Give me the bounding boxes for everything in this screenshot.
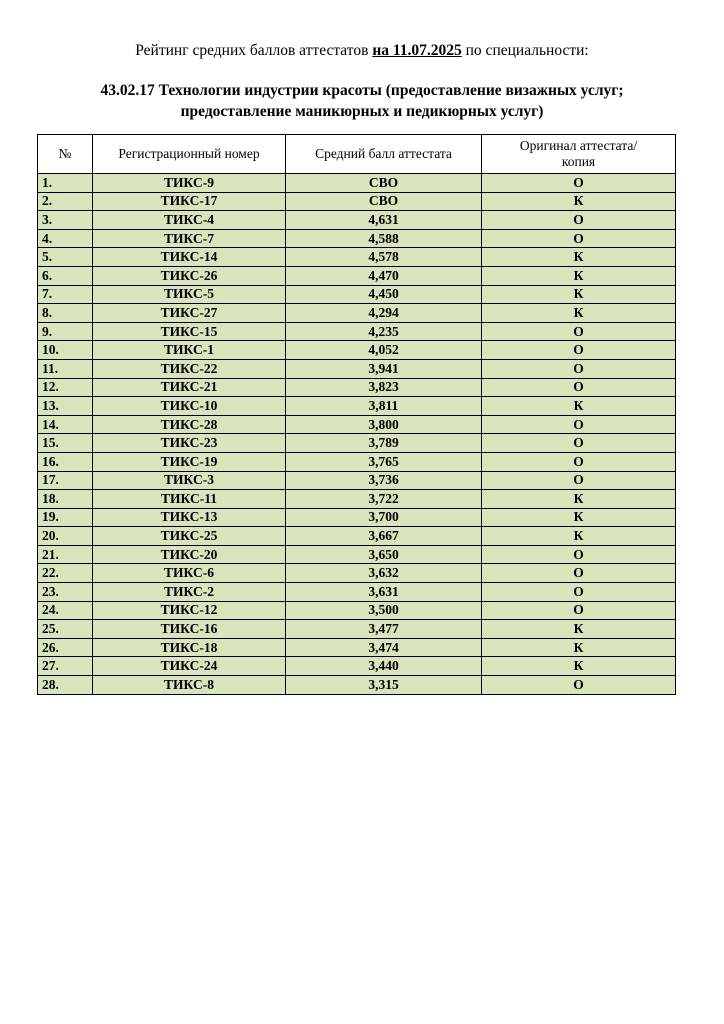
average-score-cell: 4,052 — [286, 341, 482, 360]
table-row — [38, 229, 676, 248]
registration-number-cell: ТИКС-7 — [93, 229, 286, 248]
original-copy-cell: О — [482, 415, 676, 434]
row-number: 28. — [38, 676, 93, 695]
row-number: 26. — [38, 638, 93, 657]
average-score-cell: 4,588 — [286, 229, 482, 248]
table-row — [38, 397, 676, 416]
original-copy-cell: О — [482, 452, 676, 471]
table-row — [38, 583, 676, 602]
row-number: 10. — [38, 341, 93, 360]
original-copy-cell: К — [482, 508, 676, 527]
header-original-copy-line-1: Оригинал аттестата/ — [519, 138, 638, 153]
page-heading — [0, 42, 724, 60]
registration-number-cell: ТИКС-15 — [93, 322, 286, 341]
specialty-title — [40, 80, 684, 122]
row-number: 6. — [38, 266, 93, 285]
heading-prefix: Рейтинг средних баллов аттестатов — [135, 42, 373, 59]
average-score-cell: 3,800 — [286, 415, 482, 434]
table-row — [38, 359, 676, 378]
registration-number-cell: ТИКС-26 — [93, 266, 286, 285]
table-row — [38, 322, 676, 341]
row-number: 11. — [38, 359, 93, 378]
row-number: 4. — [38, 229, 93, 248]
average-score-cell: 3,941 — [286, 359, 482, 378]
registration-number-cell: ТИКС-27 — [93, 304, 286, 323]
original-copy-cell: О — [482, 341, 676, 360]
registration-number-cell: ТИКС-8 — [93, 676, 286, 695]
average-score-cell: 3,700 — [286, 508, 482, 527]
table-row — [38, 657, 676, 676]
row-number: 9. — [38, 322, 93, 341]
registration-number-cell: ТИКС-20 — [93, 545, 286, 564]
row-number: 22. — [38, 564, 93, 583]
rating-table-body — [38, 174, 676, 695]
row-number: 24. — [38, 601, 93, 620]
row-number: 17. — [38, 471, 93, 490]
row-number: 5. — [38, 248, 93, 267]
registration-number-cell: ТИКС-24 — [93, 657, 286, 676]
average-score-cell: 3,477 — [286, 620, 482, 639]
average-score-cell: 4,631 — [286, 211, 482, 230]
table-row — [38, 266, 676, 285]
registration-number-cell: ТИКС-22 — [93, 359, 286, 378]
registration-number-cell: ТИКС-14 — [93, 248, 286, 267]
heading-date: на 11.07.2025 — [372, 42, 462, 59]
registration-number-cell: ТИКС-6 — [93, 564, 286, 583]
table-row — [38, 304, 676, 323]
specialty-title-line-2: предоставление маникюрных и педикюрных услуг) — [180, 103, 544, 120]
original-copy-cell: О — [482, 322, 676, 341]
table-row — [38, 248, 676, 267]
table-row — [38, 341, 676, 360]
original-copy-cell: К — [482, 397, 676, 416]
original-copy-cell: О — [482, 471, 676, 490]
registration-number-cell: ТИКС-21 — [93, 378, 286, 397]
rating-table — [37, 134, 676, 695]
average-score-cell: 4,470 — [286, 266, 482, 285]
registration-number-cell: ТИКС-18 — [93, 638, 286, 657]
table-row — [38, 601, 676, 620]
registration-number-cell: ТИКС-12 — [93, 601, 286, 620]
registration-number-cell: ТИКС-1 — [93, 341, 286, 360]
average-score-cell: 3,315 — [286, 676, 482, 695]
original-copy-cell: К — [482, 285, 676, 304]
table-row — [38, 192, 676, 211]
row-number: 12. — [38, 378, 93, 397]
registration-number-cell: ТИКС-17 — [93, 192, 286, 211]
header-original-copy-line-2: копия — [561, 154, 596, 169]
average-score-cell: 3,811 — [286, 397, 482, 416]
row-number: 21. — [38, 545, 93, 564]
header-original-copy — [482, 135, 676, 174]
average-score-cell: 4,294 — [286, 304, 482, 323]
original-copy-cell: К — [482, 490, 676, 509]
average-score-cell: 3,474 — [286, 638, 482, 657]
registration-number-cell: ТИКС-4 — [93, 211, 286, 230]
row-number: 13. — [38, 397, 93, 416]
original-copy-cell: О — [482, 229, 676, 248]
registration-number-cell: ТИКС-16 — [93, 620, 286, 639]
row-number: 25. — [38, 620, 93, 639]
original-copy-cell: К — [482, 266, 676, 285]
registration-number-cell: ТИКС-11 — [93, 490, 286, 509]
original-copy-cell: О — [482, 564, 676, 583]
registration-number-cell: ТИКС-9 — [93, 174, 286, 193]
original-copy-cell: К — [482, 192, 676, 211]
table-row — [38, 378, 676, 397]
table-row — [38, 564, 676, 583]
table-row — [38, 471, 676, 490]
table-row — [38, 620, 676, 639]
original-copy-cell: К — [482, 638, 676, 657]
original-copy-cell: О — [482, 583, 676, 602]
header-number: № — [38, 135, 93, 174]
original-copy-cell: О — [482, 211, 676, 230]
row-number: 15. — [38, 434, 93, 453]
registration-number-cell: ТИКС-25 — [93, 527, 286, 546]
average-score-cell: 3,632 — [286, 564, 482, 583]
average-score-cell: 3,440 — [286, 657, 482, 676]
original-copy-cell: К — [482, 527, 676, 546]
original-copy-cell: К — [482, 657, 676, 676]
registration-number-cell: ТИКС-10 — [93, 397, 286, 416]
average-score-cell: СВО — [286, 174, 482, 193]
average-score-cell: 3,650 — [286, 545, 482, 564]
row-number: 18. — [38, 490, 93, 509]
average-score-cell: 3,765 — [286, 452, 482, 471]
average-score-cell: 4,578 — [286, 248, 482, 267]
row-number: 16. — [38, 452, 93, 471]
row-number: 20. — [38, 527, 93, 546]
heading-suffix: по специальности: — [461, 42, 589, 59]
header-registration-number: Регистрационный номер — [93, 135, 286, 174]
original-copy-cell: О — [482, 434, 676, 453]
average-score-cell: 3,500 — [286, 601, 482, 620]
average-score-cell: 3,722 — [286, 490, 482, 509]
original-copy-cell: К — [482, 304, 676, 323]
original-copy-cell: О — [482, 676, 676, 695]
table-row — [38, 490, 676, 509]
table-row — [38, 434, 676, 453]
registration-number-cell: ТИКС-3 — [93, 471, 286, 490]
specialty-title-line-1: 43.02.17 Технологии индустрии красоты (предоставление визажных услуг; — [100, 82, 624, 99]
table-row — [38, 638, 676, 657]
average-score-cell: 4,450 — [286, 285, 482, 304]
average-score-cell: 3,789 — [286, 434, 482, 453]
table-row — [38, 676, 676, 695]
table-row — [38, 508, 676, 527]
original-copy-cell: К — [482, 248, 676, 267]
average-score-cell: 3,667 — [286, 527, 482, 546]
table-row — [38, 527, 676, 546]
original-copy-cell: О — [482, 545, 676, 564]
average-score-cell: 3,631 — [286, 583, 482, 602]
original-copy-cell: О — [482, 359, 676, 378]
registration-number-cell: ТИКС-19 — [93, 452, 286, 471]
row-number: 19. — [38, 508, 93, 527]
row-number: 7. — [38, 285, 93, 304]
registration-number-cell: ТИКС-2 — [93, 583, 286, 602]
row-number: 1. — [38, 174, 93, 193]
original-copy-cell: О — [482, 174, 676, 193]
table-row — [38, 452, 676, 471]
row-number: 23. — [38, 583, 93, 602]
average-score-cell: 4,235 — [286, 322, 482, 341]
table-row — [38, 285, 676, 304]
registration-number-cell: ТИКС-5 — [93, 285, 286, 304]
average-score-cell: СВО — [286, 192, 482, 211]
row-number: 27. — [38, 657, 93, 676]
table-row — [38, 415, 676, 434]
table-row — [38, 211, 676, 230]
table-header-row — [38, 135, 676, 174]
registration-number-cell: ТИКС-13 — [93, 508, 286, 527]
table-row — [38, 545, 676, 564]
header-average-score: Средний балл аттестата — [286, 135, 482, 174]
row-number: 8. — [38, 304, 93, 323]
original-copy-cell: К — [482, 620, 676, 639]
row-number: 14. — [38, 415, 93, 434]
row-number: 3. — [38, 211, 93, 230]
row-number: 2. — [38, 192, 93, 211]
average-score-cell: 3,736 — [286, 471, 482, 490]
table-row — [38, 174, 676, 193]
original-copy-cell: О — [482, 378, 676, 397]
average-score-cell: 3,823 — [286, 378, 482, 397]
registration-number-cell: ТИКС-28 — [93, 415, 286, 434]
original-copy-cell: О — [482, 601, 676, 620]
registration-number-cell: ТИКС-23 — [93, 434, 286, 453]
